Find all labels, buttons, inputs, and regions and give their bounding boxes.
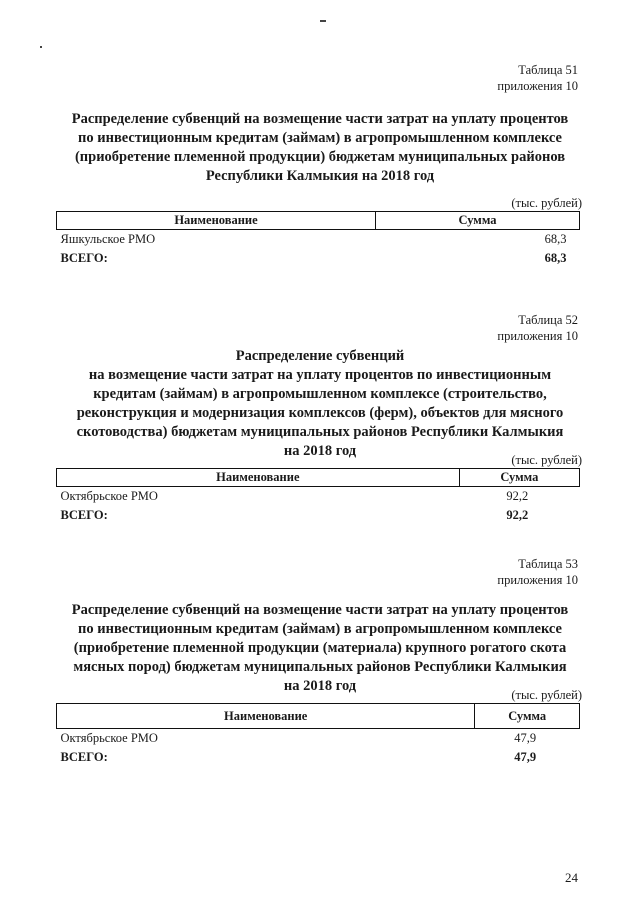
table-label: Таблица 52 [518, 313, 578, 327]
table-header-row [57, 212, 580, 230]
row-sum: 47,9 [514, 731, 537, 745]
table-header-row [57, 469, 580, 487]
column-header-sum: Сумма [459, 469, 579, 487]
page-number: 24 [565, 870, 578, 885]
title-line: (приобретение племенной продукции (материала) крупного рогатого скота [73, 640, 567, 656]
row-name: Яшкульское РМО [60, 232, 156, 246]
scan-mark [320, 20, 326, 22]
title-line: на 2018 год [283, 443, 357, 459]
table-row [57, 487, 580, 507]
total-sum: 92,2 [506, 508, 529, 522]
table-label: Таблица 53 [518, 557, 578, 571]
table-52-title [50, 347, 590, 461]
column-header-name: Наименование [57, 704, 475, 729]
table-53 [56, 703, 580, 767]
table-52-reference [497, 312, 578, 344]
table-total-row [57, 506, 580, 525]
title-line: скотоводства) бюджетам муниципальных районов Республики Калмыкия [76, 424, 564, 440]
title-line: на возмещение части затрат на уплату процентов по инвестиционным [88, 367, 552, 383]
title-line: реконструкция и модернизация комплексов (ферм), объектов для мясного [76, 405, 564, 421]
row-sum: 92,2 [506, 489, 529, 503]
table-51-title [50, 110, 590, 186]
row-name: Октябрьское РМО [60, 731, 158, 745]
table-row [57, 230, 580, 250]
appendix-label: приложения 10 [497, 329, 578, 343]
column-header-name: Наименование [57, 469, 460, 487]
row-sum: 68,3 [544, 232, 567, 246]
title-line: на 2018 год [283, 678, 357, 694]
row-name: Октябрьское РМО [60, 489, 158, 503]
column-header-name: Наименование [57, 212, 376, 230]
units-label: (тыс. рублей) [511, 453, 582, 467]
table-header-row [57, 704, 580, 729]
total-label: ВСЕГО: [60, 508, 108, 522]
title-line: Распределение субвенций на возмещение части затрат на уплату процентов [71, 111, 569, 127]
title-line: по инвестиционным кредитам (займам) в агропромышленном комплексе [78, 621, 562, 637]
appendix-label: приложения 10 [497, 79, 578, 93]
table-51 [56, 211, 580, 268]
table-52 [56, 468, 580, 525]
title-line: Республики Калмыкия на 2018 год [205, 168, 435, 184]
table-row [57, 729, 580, 749]
scan-dot [40, 46, 42, 48]
title-line: мясных пород) бюджетам муниципальных районов Республики Калмыкия [73, 659, 567, 675]
table-53-reference [497, 556, 578, 588]
table-total-row [57, 249, 580, 268]
appendix-label: приложения 10 [497, 573, 578, 587]
title-line: Распределение субвенций на возмещение части затрат на уплату процентов [71, 602, 569, 618]
column-header-sum: Сумма [376, 212, 580, 230]
table-53-title [50, 601, 590, 696]
total-sum: 68,3 [544, 251, 567, 265]
table-51-reference [497, 62, 578, 94]
column-header-sum: Сумма [475, 704, 580, 729]
units-label: (тыс. рублей) [511, 196, 582, 210]
title-line: по инвестиционным кредитам (займам) в агропромышленном комплексе [78, 130, 562, 146]
title-line: (приобретение племенной продукции) бюджетам муниципальных районов [74, 149, 566, 165]
total-label: ВСЕГО: [60, 251, 108, 265]
units-label: (тыс. рублей) [511, 688, 582, 702]
table-label: Таблица 51 [518, 63, 578, 77]
table-total-row [57, 748, 580, 767]
title-line: кредитам (займам) в агропромышленном комплексе (строительство, [93, 386, 547, 402]
title-line: Распределение субвенций [235, 348, 405, 364]
total-sum: 47,9 [514, 750, 537, 764]
total-label: ВСЕГО: [60, 750, 108, 764]
